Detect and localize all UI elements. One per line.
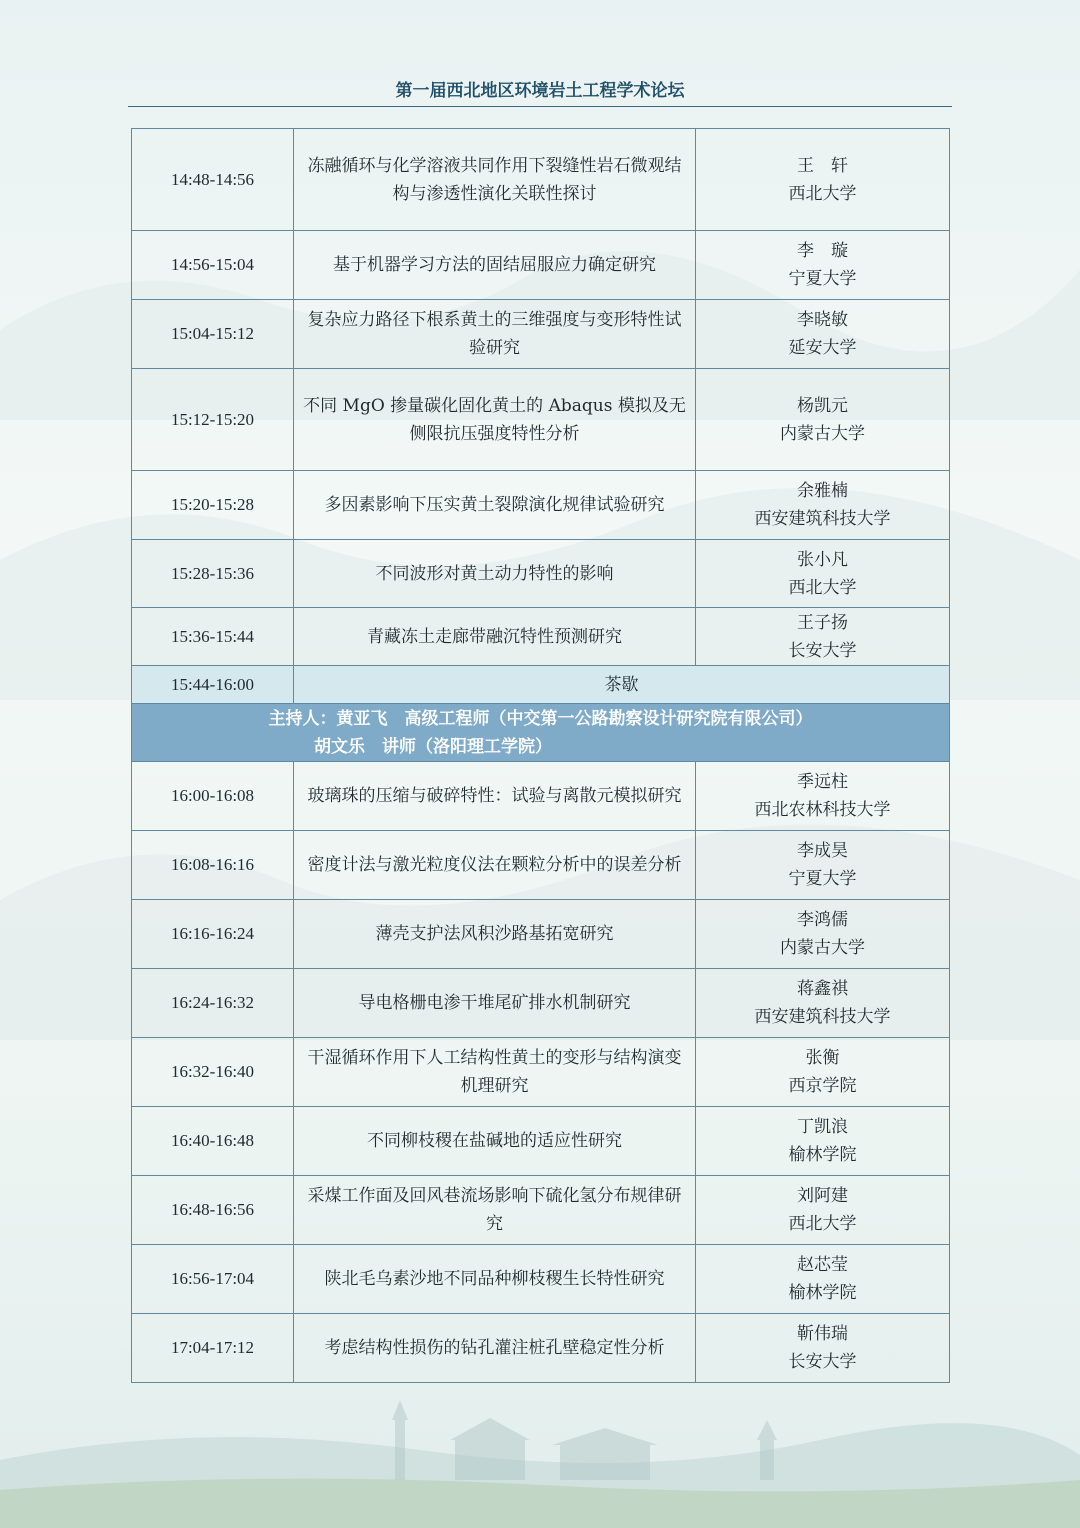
- time-cell: 16:00-16:08: [132, 762, 294, 831]
- presenter-cell: [696, 1107, 950, 1176]
- presenter-name: 赵芯莹: [797, 1255, 848, 1275]
- table-row: [132, 900, 950, 969]
- presenter-org: 宁夏大学: [788, 869, 857, 889]
- presenter-org: 西北农林科技大学: [754, 800, 891, 820]
- presenter-org: 长安大学: [788, 640, 857, 661]
- presenter-org: 榆林学院: [788, 1283, 857, 1303]
- host-row: [132, 704, 950, 762]
- presenter-org: 西北大学: [788, 1214, 857, 1234]
- break-row: [132, 666, 950, 704]
- title-cell: 不同 MgO 掺量碳化固化黄土的 Abaqus 模拟及无侧限抗压强度特性分析: [294, 369, 696, 471]
- time-cell: 15:12-15:20: [132, 369, 294, 471]
- host-line-1: 主持人：黄亚飞 高级工程师（中交第一公路勘察设计研究院有限公司）: [268, 708, 813, 729]
- table-row: [132, 1107, 950, 1176]
- table-row: [132, 300, 950, 369]
- table-row: [132, 129, 950, 231]
- time-cell: 17:04-17:12: [132, 1314, 294, 1383]
- title-cell: 陕北毛乌素沙地不同品种柳枝稷生长特性研究: [294, 1245, 696, 1314]
- presenter-name: 靳伟瑞: [797, 1324, 848, 1344]
- title-cell: 薄壳支护法风积沙路基拓宽研究: [294, 900, 696, 969]
- title-cell: 冻融循环与化学溶液共同作用下裂缝性岩石微观结构与渗透性演化关联性探讨: [294, 129, 696, 231]
- presenter-name: 李晓敏: [797, 310, 848, 330]
- presenter-name: 丁凯浪: [797, 1117, 848, 1137]
- presenter-cell: [696, 369, 950, 471]
- presenter-name: 蒋鑫祺: [797, 979, 848, 999]
- schedule-table: [131, 128, 950, 1383]
- title-cell: 干湿循环作用下人工结构性黄土的变形与结构演变机理研究: [294, 1038, 696, 1107]
- time-cell: 15:04-15:12: [132, 300, 294, 369]
- time-cell: 16:16-16:24: [132, 900, 294, 969]
- table-row: [132, 1314, 950, 1383]
- table-row: [132, 540, 950, 608]
- table-row: [132, 231, 950, 300]
- presenter-cell: [696, 300, 950, 369]
- presenter-cell: [696, 129, 950, 231]
- presenter-cell: [696, 1314, 950, 1383]
- title-cell: 不同波形对黄土动力特性的影响: [294, 540, 696, 608]
- title-cell: 玻璃珠的压缩与破碎特性：试验与离散元模拟研究: [294, 762, 696, 831]
- presenter-name: 季远柱: [797, 772, 848, 792]
- title-cell: 考虑结构性损伤的钻孔灌注桩孔壁稳定性分析: [294, 1314, 696, 1383]
- time-cell: 16:56-17:04: [132, 1245, 294, 1314]
- title-cell: 密度计法与激光粒度仪法在颗粒分析中的误差分析: [294, 831, 696, 900]
- time-cell: 16:48-16:56: [132, 1176, 294, 1245]
- presenter-cell: [696, 969, 950, 1038]
- presenter-cell: [696, 471, 950, 540]
- time-cell: 14:48-14:56: [132, 129, 294, 231]
- presenter-cell: [696, 762, 950, 831]
- presenter-org: 长安大学: [788, 1352, 857, 1372]
- table-row: [132, 831, 950, 900]
- time-cell: 15:28-15:36: [132, 540, 294, 608]
- presenter-name: 杨凯元: [797, 395, 848, 416]
- table-row: [132, 969, 950, 1038]
- presenter-org: 宁夏大学: [788, 269, 857, 289]
- presenter-org: 内蒙古大学: [780, 423, 865, 444]
- table-row: [132, 1245, 950, 1314]
- presenter-org: 内蒙古大学: [780, 938, 865, 958]
- table-row: [132, 1176, 950, 1245]
- title-cell: 多因素影响下压实黄土裂隙演化规律试验研究: [294, 471, 696, 540]
- title-cell: 不同柳枝稷在盐碱地的适应性研究: [294, 1107, 696, 1176]
- presenter-name: 张衡: [805, 1048, 840, 1068]
- title-cell: 导电格栅电渗干堆尾矿排水机制研究: [294, 969, 696, 1038]
- presenter-cell: [696, 1245, 950, 1314]
- time-cell: 16:40-16:48: [132, 1107, 294, 1176]
- title-cell: 采煤工作面及回风巷流场影响下硫化氢分布规律研究: [294, 1176, 696, 1245]
- presenter-cell: [696, 608, 950, 666]
- title-cell: 基于机器学习方法的固结屈服应力确定研究: [294, 231, 696, 300]
- presenter-cell: [696, 900, 950, 969]
- presenter-org: 西北大学: [788, 577, 857, 598]
- presenter-name: 王 轩: [797, 155, 848, 176]
- presenter-name: 余雅楠: [797, 481, 848, 501]
- presenter-cell: [696, 831, 950, 900]
- time-cell: 16:32-16:40: [132, 1038, 294, 1107]
- break-label: 茶歇: [294, 666, 950, 704]
- presenter-org: 西安建筑科技大学: [754, 1007, 891, 1027]
- title-cell: 青藏冻土走廊带融沉特性预测研究: [294, 608, 696, 666]
- time-cell: 15:20-15:28: [132, 471, 294, 540]
- presenter-name: 王子扬: [797, 612, 848, 633]
- presenter-org: 西安建筑科技大学: [754, 509, 891, 529]
- host-line-2: 胡文乐 讲师（洛阳理工学院）: [314, 736, 552, 757]
- presenter-name: 李 璇: [797, 241, 848, 261]
- host-cell: [132, 704, 950, 762]
- presenter-org: 西北大学: [788, 183, 857, 204]
- time-cell: 16:08-16:16: [132, 831, 294, 900]
- page-header: 第一届西北地区环境岩土工程学术论坛: [128, 78, 952, 107]
- title-cell: 复杂应力路径下根系黄土的三维强度与变形特性试验研究: [294, 300, 696, 369]
- time-cell: 15:36-15:44: [132, 608, 294, 666]
- table-row: [132, 369, 950, 471]
- presenter-cell: [696, 540, 950, 608]
- time-cell: 16:24-16:32: [132, 969, 294, 1038]
- time-cell: 14:56-15:04: [132, 231, 294, 300]
- presenter-name: 张小凡: [797, 549, 848, 570]
- presenter-name: 李成昊: [797, 841, 848, 861]
- table-row: [132, 1038, 950, 1107]
- presenter-org: 西京学院: [788, 1076, 857, 1096]
- presenter-cell: [696, 1038, 950, 1107]
- presenter-cell: [696, 231, 950, 300]
- presenter-org: 榆林学院: [788, 1145, 857, 1165]
- presenter-org: 延安大学: [788, 338, 857, 358]
- time-cell: 15:44-16:00: [132, 666, 294, 704]
- table-row: [132, 762, 950, 831]
- table-row: [132, 471, 950, 540]
- presenter-cell: [696, 1176, 950, 1245]
- table-row: [132, 608, 950, 666]
- presenter-name: 刘阿建: [797, 1186, 848, 1206]
- presenter-name: 李鸿儒: [797, 910, 848, 930]
